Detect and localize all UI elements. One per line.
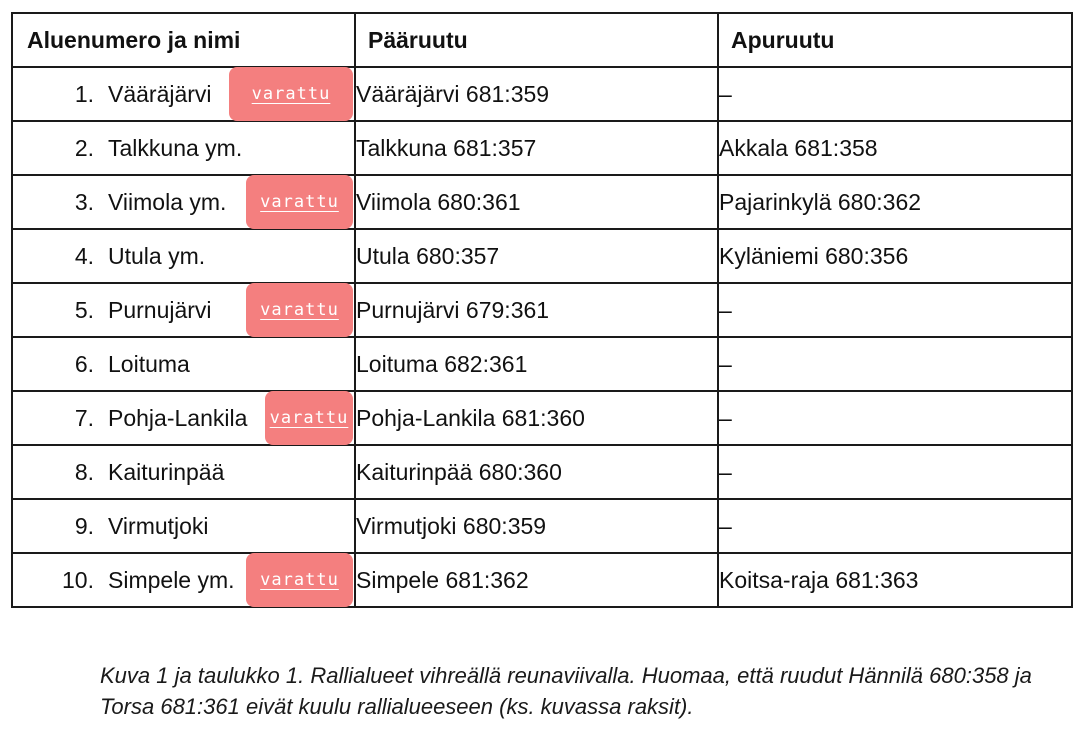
area-cell [12,121,355,175]
reserved-tag-label: varattu [269,408,349,428]
area-name: Loituma [108,350,190,377]
table-row [12,121,1072,175]
table-row [12,445,1072,499]
aux-square-cell: Akkala 681:358 [718,121,1072,175]
aux-square-cell: Kyläniemi 680:356 [718,229,1072,283]
reserved-tag [246,283,353,337]
table-row [12,391,1072,445]
main-square-cell: Vääräjärvi 681:359 [355,67,718,121]
area-number: 9. [74,512,94,539]
reserved-tag-label: varattu [260,300,339,320]
area-name: Simpele ym. [108,566,235,593]
table-row [12,337,1072,391]
aux-square-cell: Koitsa-raja 681:363 [718,553,1072,607]
area-cell [12,445,355,499]
area-name: Viimola ym. [108,188,227,215]
area-name: Kaiturinpää [108,458,225,485]
reserved-tag-label: varattu [260,192,339,212]
reserved-tag [246,553,353,607]
rally-areas-table [11,12,1073,608]
area-name: Virmutjoki [108,512,209,539]
area-cell [12,337,355,391]
reserved-tag-label: varattu [251,84,331,104]
main-square-cell: Utula 680:357 [355,229,718,283]
table-row [12,175,1072,229]
area-cell [12,499,355,553]
reserved-tag [246,175,353,229]
area-number: 6. [74,350,94,377]
main-square-cell: Pohja-Lankila 681:360 [355,391,718,445]
main-square-cell: Virmutjoki 680:359 [355,499,718,553]
main-square-cell: Viimola 680:361 [355,175,718,229]
aux-square-cell: – [718,391,1072,445]
aux-square-cell: – [718,499,1072,553]
area-name: Pohja-Lankila [108,404,248,431]
area-cell [12,553,355,607]
main-square-cell: Loituma 682:361 [355,337,718,391]
table-header-row [12,13,1072,67]
area-cell [12,391,355,445]
table-row [12,67,1072,121]
header-main-square: Pääruutu [355,13,718,67]
main-square-cell: Simpele 681:362 [355,553,718,607]
area-cell [12,175,355,229]
area-name: Utula ym. [108,242,206,269]
aux-square-cell: – [718,337,1072,391]
area-number: 5. [74,296,94,323]
main-square-cell: Kaiturinpää 680:360 [355,445,718,499]
area-number: 10. [62,566,94,593]
table-row [12,499,1072,553]
area-number: 1. [74,80,94,107]
area-name: Purnujärvi [108,296,212,323]
aux-square-cell: – [718,445,1072,499]
main-square-cell: Talkkuna 681:357 [355,121,718,175]
header-area: Aluenumero ja nimi [12,13,355,67]
table-row [12,283,1072,337]
area-cell [12,229,355,283]
aux-square-cell: – [718,283,1072,337]
reserved-tag [229,67,353,121]
area-number: 3. [74,188,94,215]
area-number: 2. [74,134,94,161]
main-square-cell: Purnujärvi 679:361 [355,283,718,337]
figure-caption: Kuva 1 ja taulukko 1. Rallialueet vihreällä reunaviivalla. Huomaa, että ruudut Hännilä 680:358 ja Torsa 681:361 eivät kuulu rallialueeseen (ks. kuvassa raksit). [100,663,1032,719]
reserved-tag [265,391,353,445]
area-cell [12,67,355,121]
table-row [12,229,1072,283]
reserved-tag-label: varattu [260,570,339,590]
area-number: 4. [74,242,94,269]
area-number: 8. [74,458,94,485]
table-row [12,553,1072,607]
aux-square-cell: – [718,67,1072,121]
area-number: 7. [74,404,94,431]
header-aux-square: Apuruutu [718,13,1072,67]
area-name: Vääräjärvi [108,80,212,107]
area-name: Talkkuna ym. [108,134,243,161]
aux-square-cell: Pajarinkylä 680:362 [718,175,1072,229]
area-cell [12,283,355,337]
